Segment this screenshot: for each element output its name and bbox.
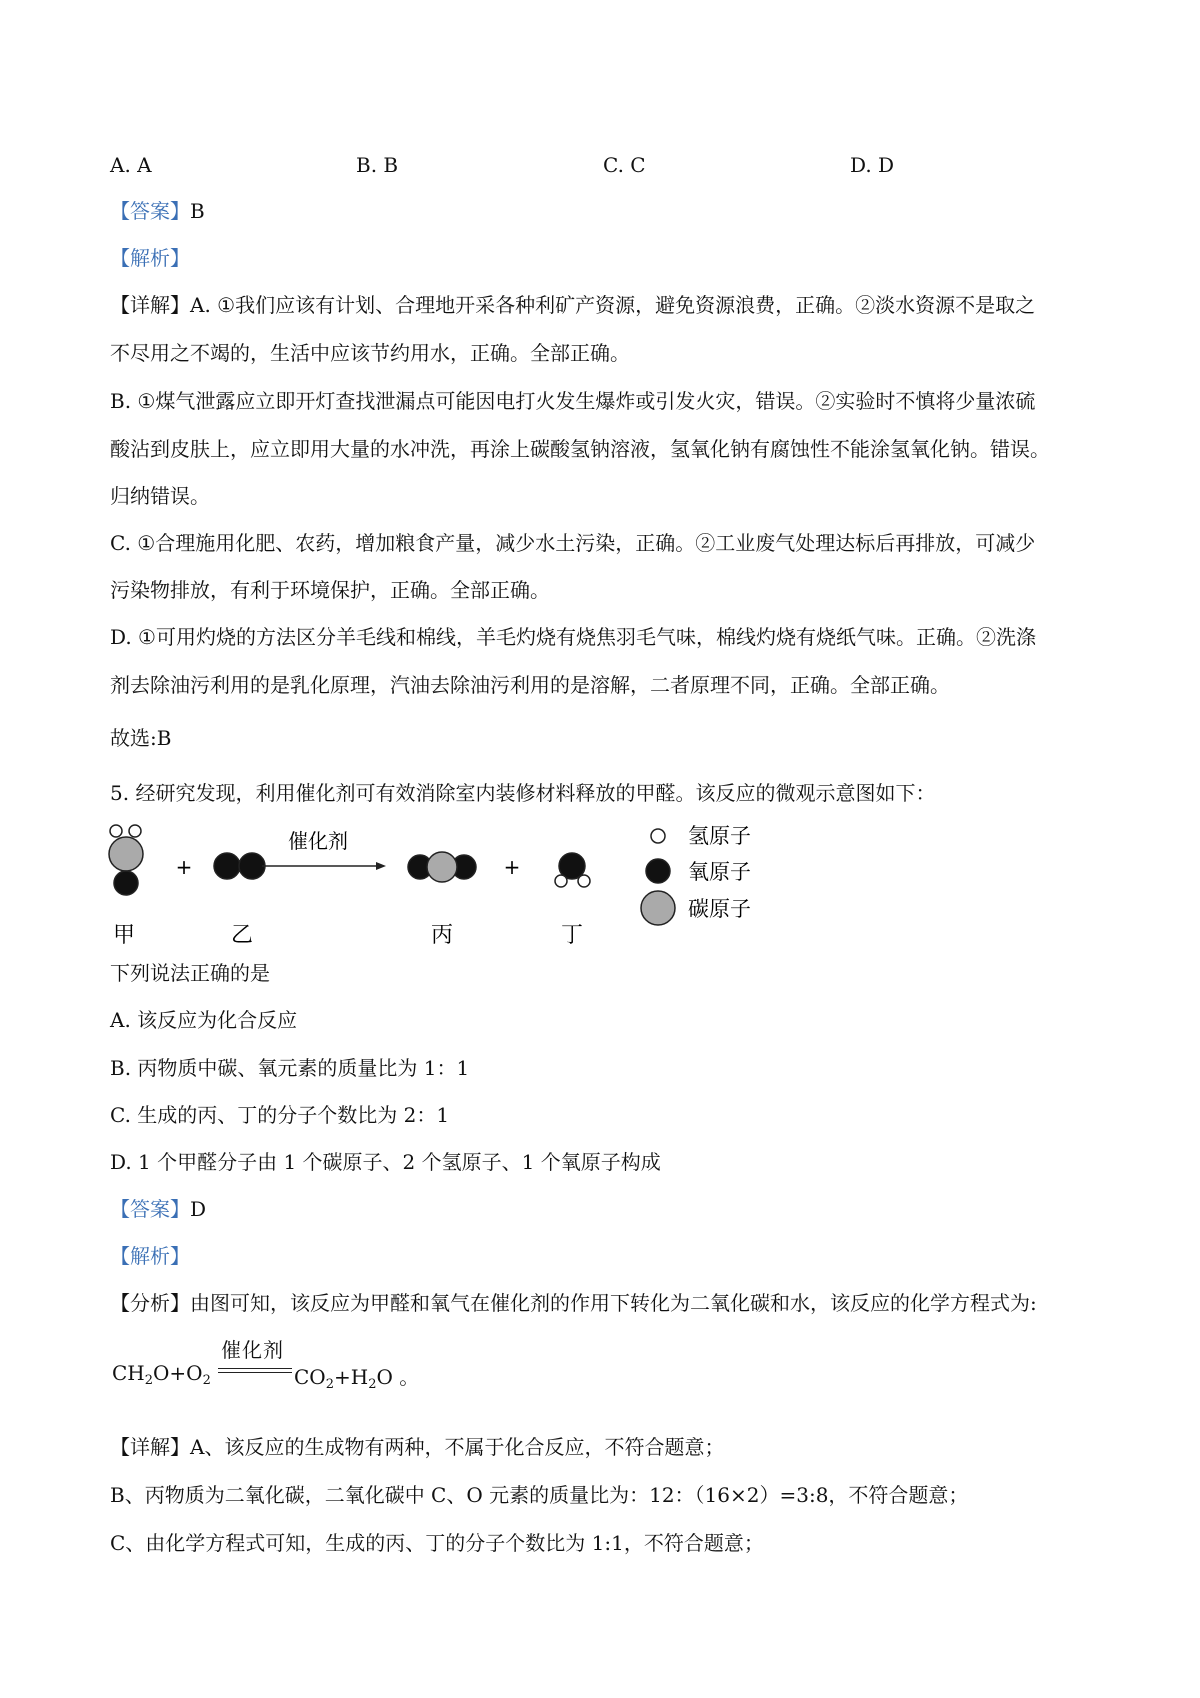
answer-value: B bbox=[190, 199, 205, 223]
hydrogen-atom bbox=[110, 825, 122, 837]
equation-bar bbox=[218, 1368, 292, 1369]
diagram-plus: + bbox=[175, 855, 193, 879]
q5-detail-line-0 bbox=[110, 1432, 724, 1462]
q5-answer-line bbox=[110, 1194, 206, 1224]
fenxi-text: 由图可知，该反应为甲醛和氧气在催化剂的作用下转化为二氧化碳和水，该反应的化学方程式为: bbox=[190, 1291, 1037, 1315]
reaction-diagram bbox=[100, 810, 820, 950]
molecule-yi bbox=[214, 853, 265, 879]
oxygen-atom bbox=[239, 853, 265, 879]
q4-option-b: B. B bbox=[356, 153, 399, 177]
arrow-head-icon bbox=[376, 862, 386, 870]
carbon-atom bbox=[641, 891, 675, 925]
q5-fenxi-line bbox=[110, 1288, 1037, 1318]
q4-detail-line-4: 归纳错误。 bbox=[110, 484, 210, 508]
molecule-ding bbox=[555, 853, 590, 887]
equation-reactants: $CH_2O+O_2$ bbox=[112, 1361, 211, 1388]
carbon-atom bbox=[109, 837, 143, 871]
equation-products: $CO_2+H_2O$ 。 bbox=[294, 1365, 420, 1392]
q4-detail-line-2: B. ①煤气泄露应立即开灯查找泄漏点可能因电打火发生爆炸或引发火灾，错误。②实验时不慎将少量浓硫 bbox=[110, 389, 1036, 413]
q4-option-c: C. C bbox=[603, 153, 646, 177]
answer-tag: 【答案】 bbox=[110, 199, 190, 223]
q4-detail-line-1: 不尽用之不竭的，生活中应该节约用水，正确。全部正确。 bbox=[110, 341, 630, 365]
hydrogen-atom bbox=[129, 825, 141, 837]
detail-text: A. ①我们应该有计划、合理地开采各种利矿产资源，避免资源浪费，正确。②淡水资源不是取之 bbox=[190, 293, 1036, 317]
q5-option-c: C. 生成的丙、丁的分子个数比为 2：1 bbox=[110, 1103, 450, 1127]
q5-detail-line-1: B、丙物质为二氧化碳，二氧化碳中 C、O 元素的质量比为：12：（16×2）=3:8，不符合题意； bbox=[110, 1483, 969, 1507]
carbon-atom bbox=[427, 852, 457, 882]
oxygen-atom bbox=[214, 853, 240, 879]
equation-condition: 催化剂 bbox=[221, 1338, 284, 1362]
legend-carbon: 碳原子 bbox=[688, 897, 751, 921]
hydrogen-atom bbox=[555, 875, 567, 887]
label-bing: 丙 bbox=[430, 923, 454, 948]
legend-oxygen: 氧原子 bbox=[688, 860, 751, 884]
label-jia: 甲 bbox=[112, 923, 136, 948]
molecule-jia bbox=[109, 825, 143, 895]
hydrogen-atom bbox=[651, 829, 665, 843]
diagram-plus: + bbox=[503, 855, 521, 879]
fenxi-tag: 【分析】 bbox=[110, 1291, 190, 1315]
molecule-bing bbox=[408, 852, 476, 882]
q4-detail-line-0 bbox=[110, 290, 1035, 320]
q5-prompt: 下列说法正确的是 bbox=[110, 961, 270, 985]
q5-option-a: A. 该反应为化合反应 bbox=[110, 1008, 298, 1032]
detail-text: A、该反应的生成物有两种，不属于化合反应，不符合题意； bbox=[190, 1435, 725, 1459]
q4-detail-line-5: C. ①合理施用化肥、农药，增加粮食产量，减少水土污染，正确。②工业废气处理达标后再排放，可减少 bbox=[110, 531, 1036, 555]
q4-detail-line-6: 污染物排放，有利于环境保护，正确。全部正确。 bbox=[110, 578, 550, 602]
label-ding: 丁 bbox=[560, 923, 584, 948]
detail-tag: 【详解】 bbox=[110, 1435, 190, 1459]
q4-choose: 故选:B bbox=[110, 726, 172, 750]
equation-bar bbox=[218, 1372, 292, 1373]
hydrogen-atom bbox=[578, 875, 590, 887]
q4-option-d: D. D bbox=[850, 153, 895, 177]
q4-analysis-tag: 【解析】 bbox=[110, 246, 190, 270]
q4-detail-line-7: D. ①可用灼烧的方法区分羊毛线和棉线，羊毛灼烧有烧焦羽毛气味，棉线灼烧有烧纸气味。正确。②洗涤 bbox=[110, 625, 1036, 649]
q4-detail-line-8: 剂去除油污利用的是乳化原理，汽油去除油污利用的是溶解，二者原理不同，正确。全部正确。 bbox=[110, 673, 950, 697]
q5-stem: 5. 经研究发现，利用催化剂可有效消除室内装修材料释放的甲醛。该反应的微观示意图如下： bbox=[110, 781, 936, 805]
q4-detail-line-3: 酸沾到皮肤上，应立即用大量的水冲洗，再涂上碳酸氢钠溶液，氢氧化钠有腐蚀性不能涂氢氧化钠。错误。 bbox=[110, 437, 1050, 461]
chemical-equation bbox=[112, 1328, 432, 1392]
legend-hydrogen: 氢原子 bbox=[688, 824, 751, 848]
answer-tag: 【答案】 bbox=[110, 1197, 190, 1221]
diagram-legend bbox=[641, 829, 675, 925]
label-yi: 乙 bbox=[230, 923, 254, 948]
oxygen-atom bbox=[114, 871, 138, 895]
q5-option-b: B. 丙物质中碳、氧元素的质量比为 1：1 bbox=[110, 1056, 470, 1080]
q4-option-a: A. A bbox=[110, 153, 152, 177]
detail-tag: 【详解】 bbox=[110, 293, 190, 317]
q5-analysis-tag: 【解析】 bbox=[110, 1244, 190, 1268]
q5-option-d: D. 1 个甲醛分子由 1 个碳原子、2 个氢原子、1 个氧原子构成 bbox=[110, 1150, 661, 1174]
q5-detail-line-2: C、由化学方程式可知，生成的丙、丁的分子个数比为 1:1，不符合题意； bbox=[110, 1531, 764, 1555]
catalyst-label: 催化剂 bbox=[288, 829, 348, 853]
q4-answer-line bbox=[110, 196, 205, 226]
oxygen-atom bbox=[646, 859, 670, 883]
answer-value: D bbox=[190, 1197, 207, 1221]
